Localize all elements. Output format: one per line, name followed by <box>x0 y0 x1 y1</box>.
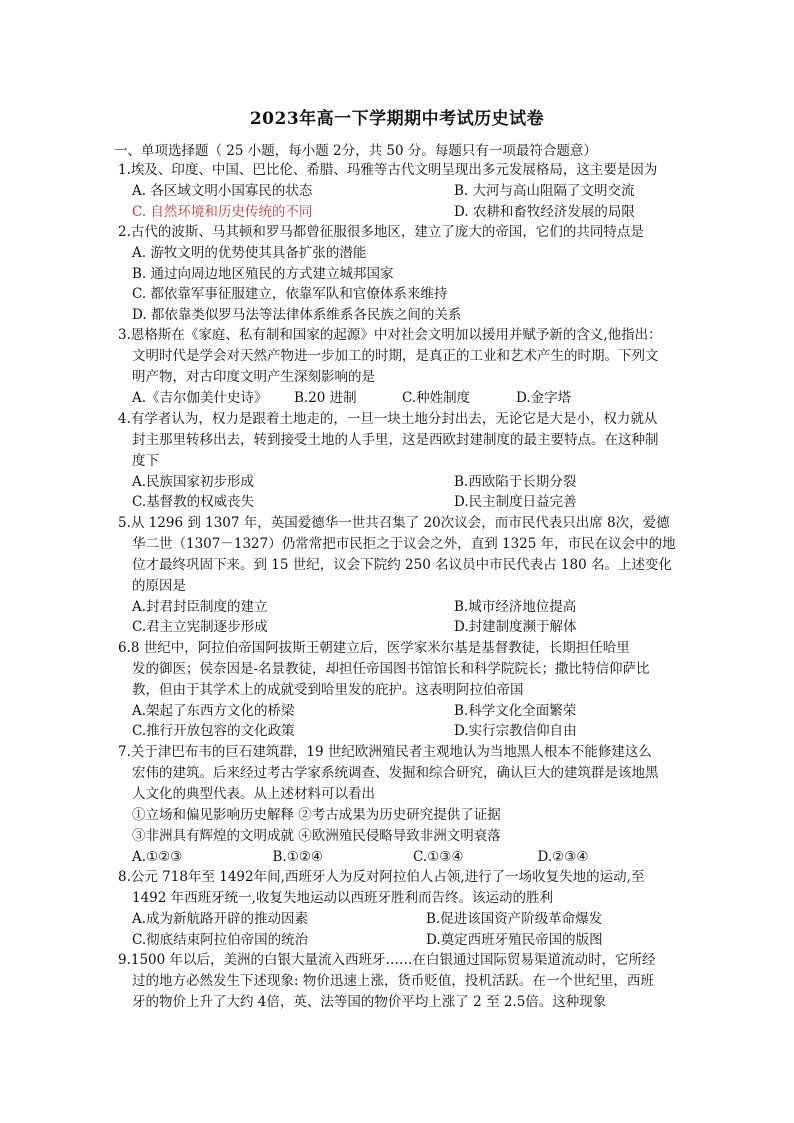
option-c: C. 都依靠军事征服建立，依靠军队和官僚体系来维持 <box>132 286 448 302</box>
question-stem: 5.从 1296 到 1307 年，英国爱德华一世共召集了 20次议会，而市民代表只出席 8次，爱德 <box>118 514 670 531</box>
question-stem-line: 牙的物价上升了大约 4倍，英、法等国的物价平均上涨了 2 至 2.5倍。这种现象 <box>132 994 607 1010</box>
option-row <box>118 181 678 202</box>
question-6 <box>118 638 678 742</box>
question-stem-line: 教，但由于其学术上的成就受到哈里发的庇护。这表明阿拉伯帝国 <box>132 681 524 698</box>
option-c: C.①③④ <box>413 848 464 865</box>
question-stem-line: 宏伟的建筑。后来经过考古学家系统调查、发掘和综合研究，确认巨大的建筑群是该地黑 <box>132 764 659 781</box>
option-row <box>118 388 678 409</box>
option-d: D.金字塔 <box>516 390 572 406</box>
option-d: D.实行宗教信仰自由 <box>454 723 577 739</box>
question-stem-line: 度下 <box>132 452 159 469</box>
option-row <box>118 847 678 868</box>
option-b: B.①②④ <box>272 848 324 865</box>
option-b: B. 大河与高山阻隔了文明交流 <box>454 183 635 199</box>
option-a: A.《吉尔伽美什史诗》 <box>132 390 268 406</box>
statement-line: ①立场和偏见影响历史解释 ②考古成果为历史研究提供了证据 <box>132 806 501 823</box>
option-d: D.民主制度日益完善 <box>454 494 577 510</box>
option-c: C.推行开放包容的文化政策 <box>132 723 295 739</box>
question-5 <box>118 513 678 638</box>
option-row <box>118 909 678 930</box>
option-c: C.彻底结束阿拉伯帝国的统治 <box>132 931 309 948</box>
question-stem: 9.1500 年以后，美洲的白银大量流入西班牙……在白银通过国际贸易渠道流动时，它所经 <box>118 952 656 968</box>
question-stem: 7.关于津巴布韦的巨石建筑群，19 世纪欧洲殖民者主观地认为当地黑人根本不能修建这么 <box>118 743 652 760</box>
question-stem-line: 封主那里转移出去，转到接受土地的人手里，这是西欧封建制度的最主要特点。在这种制 <box>132 431 659 448</box>
option-c: C.君主立宪制逐步形成 <box>132 619 268 635</box>
question-stem-line: 华二世（1307－1327）仍常常把市民拒之于议会之外，直到 1325 年，市民在议会中的地 <box>132 535 676 552</box>
option-b: B.20 进制 <box>294 390 357 406</box>
question-stem-line: 1492 年西班牙统一,收复失地运动以西班牙胜利而告终。该运动的胜利 <box>132 890 553 906</box>
option-row <box>118 617 678 638</box>
question-stem-line: 人文化的典型代表。从上述材料可以看出 <box>132 785 375 802</box>
option-a: A.民族国家初步形成 <box>132 473 255 490</box>
option-row <box>118 597 678 618</box>
question-8 <box>118 867 678 950</box>
question-stem-line: 位才最终巩固下来。到 15 世纪，议会下院约 250 名议员中市民代表占 180 名。上述变化 <box>132 556 672 573</box>
question-stem: 8.公元 718年至 1492年间,西班牙人为反对阿拉伯人占领,进行了一场收复失地的运动,至 <box>118 869 645 885</box>
question-stem-line: 文明时代是学会对天然产物进一步加工的时期，是真正的工业和艺术产生的时期。下列文 <box>132 348 659 364</box>
option-row <box>118 202 678 223</box>
option-d: D. 农耕和畜牧经济发展的局限 <box>454 203 635 220</box>
option-b: B.科学文化全面繁荣 <box>454 702 577 719</box>
option-d: D.②③④ <box>537 848 589 865</box>
option-row <box>118 701 678 722</box>
section-heading: 一、单项选择题（ 25 小题，每小题 2分，共 50 分。每题只有一项最符合题意） <box>114 143 597 159</box>
option-a: A. 游牧文明的优势使其具备扩张的潜能 <box>132 245 367 261</box>
question-stem-line: 明产物，对古印度文明产生深刻影响的是 <box>132 369 375 385</box>
option-b: B.促进该国资产阶级革命爆发 <box>426 911 603 927</box>
question-list <box>118 160 678 1013</box>
question-9 <box>118 950 678 1013</box>
question-4 <box>118 409 678 513</box>
statement-line: ③非洲具有辉煌的文明成就 ④欧洲殖民侵略导致非洲文明衰落 <box>132 827 501 844</box>
question-stem: 2.古代的波斯、马其顿和罗马都曾征服很多地区，建立了庞大的帝国，它们的共同特点是 <box>118 224 644 240</box>
option-row <box>118 721 678 742</box>
option-b: B.城市经济地位提高 <box>454 598 577 615</box>
option-a: A.①②③ <box>132 848 183 865</box>
option-a: A.封君封臣制度的建立 <box>132 598 268 615</box>
question-1 <box>118 160 678 222</box>
option-a: A. 各区域文明小国寡民的状态 <box>132 183 313 199</box>
question-2 <box>118 222 678 325</box>
question-stem: 4.有学者认为，权力是跟着土地走的，一旦一块土地分封出去，无论它是大是小，权力就从 <box>118 410 658 427</box>
question-stem-line: 发的御医；侯奈因是-名景教徒，却担任帝国图书馆馆长和科学院院长；撒比特信仰萨比 <box>132 660 650 677</box>
option-row <box>118 492 678 513</box>
option-a: A.架起了东西方文化的桥梁 <box>132 702 295 719</box>
option-c-answer: C. 自然环境和历史传统的不同 <box>132 203 313 220</box>
option-a: A.成为新航路开辟的推动因素 <box>132 911 309 927</box>
question-stem-line: 过的地方必然发生下述现象: 物价迅速上涨，货币贬值，投机活跃。在一个世纪里，西班 <box>132 973 654 989</box>
option-d: D. 都依靠类似罗马法等法律体系维系各民族之间的关系 <box>132 306 462 323</box>
question-7 <box>118 742 678 868</box>
option-d: D.奠定西班牙殖民帝国的版图 <box>426 931 603 948</box>
option-b: B. 通过向周边地区殖民的方式建立城邦国家 <box>132 265 394 282</box>
question-stem: 6.8 世纪中，阿拉伯帝国阿拔斯王朝建立后，医学家米尔基是基督教徒，长期担任哈里 <box>118 639 630 656</box>
question-stem: 3.恩格斯在《家庭、私有制和国家的起源》中对社会文明加以援用并赋予新的含义,他指出： <box>118 327 662 343</box>
question-3 <box>118 325 678 409</box>
option-d: D.封建制度濒于解体 <box>454 619 577 635</box>
option-b: B.西欧陷于长期分裂 <box>454 473 577 490</box>
option-row <box>118 472 678 493</box>
option-c: C.种姓制度 <box>402 390 471 406</box>
option-row <box>118 930 678 951</box>
question-stem-line: 的原因是 <box>132 577 186 594</box>
page-title: 2023年高一下学期期中考试历史试卷 <box>249 109 545 129</box>
option-c: C.基督教的权威丧失 <box>132 494 255 510</box>
question-stem: 1.埃及、印度、中国、巴比伦、希腊、玛雅等古代文明呈现出多元发展格局，这主要是因为 <box>118 162 658 178</box>
